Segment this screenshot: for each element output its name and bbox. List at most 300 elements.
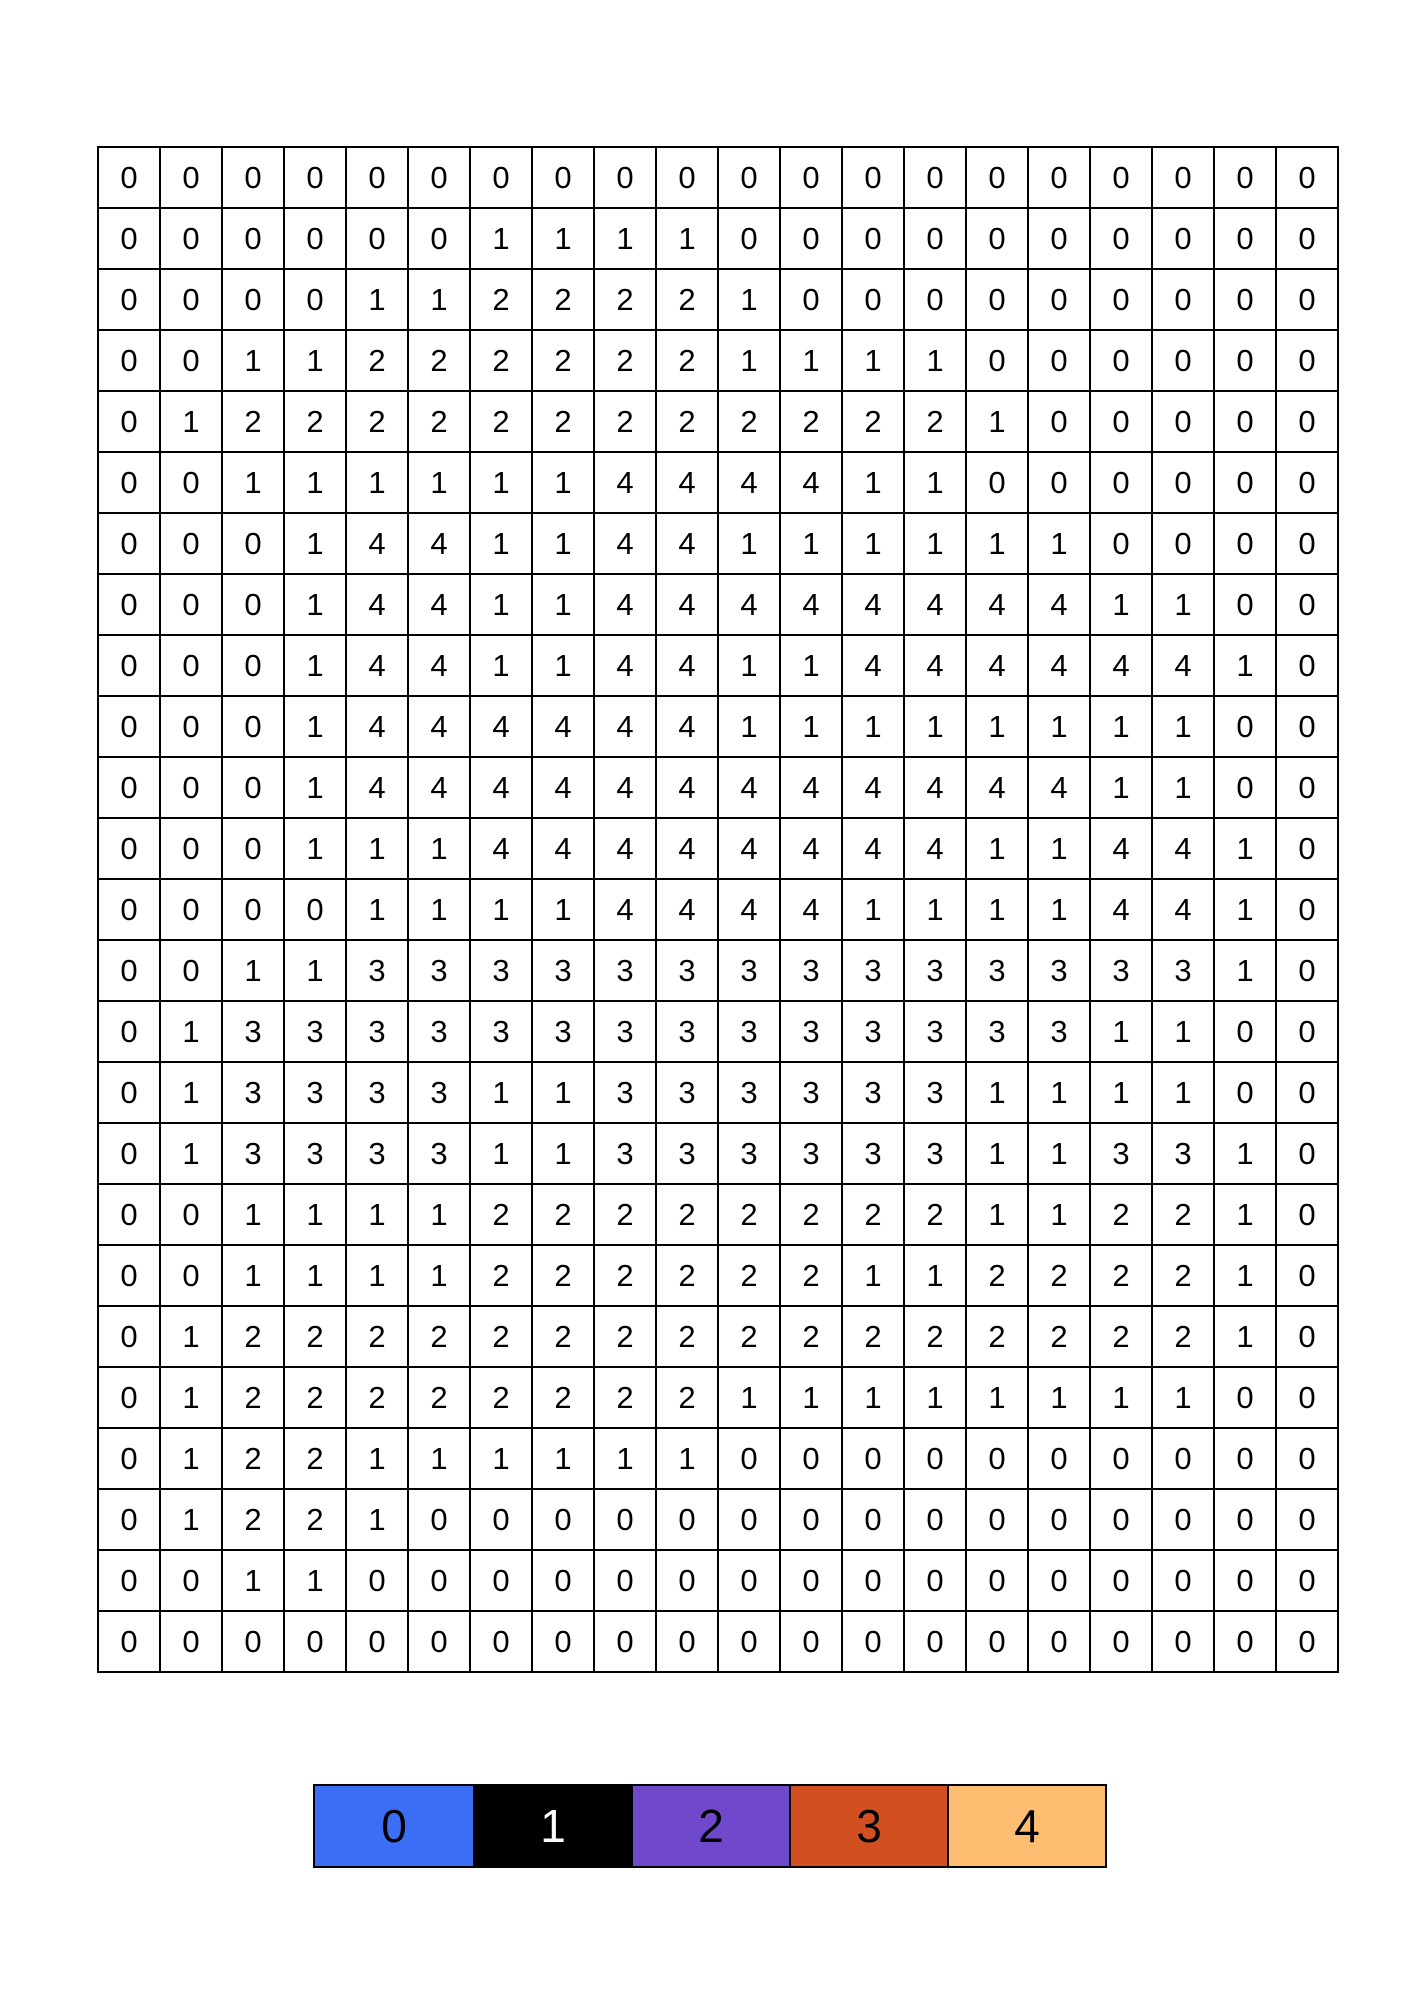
grid-cell[interactable]: 0: [1090, 208, 1152, 269]
grid-cell[interactable]: 2: [1090, 1184, 1152, 1245]
grid-cell[interactable]: 1: [284, 635, 346, 696]
grid-cell[interactable]: 0: [718, 1611, 780, 1672]
grid-cell[interactable]: 4: [1090, 818, 1152, 879]
grid-cell[interactable]: 2: [842, 1306, 904, 1367]
grid-cell[interactable]: 1: [718, 635, 780, 696]
grid-cell[interactable]: 0: [98, 940, 160, 1001]
grid-cell[interactable]: 0: [160, 1245, 222, 1306]
grid-cell[interactable]: 3: [966, 1001, 1028, 1062]
grid-cell[interactable]: 2: [904, 1306, 966, 1367]
grid-cell[interactable]: 0: [98, 574, 160, 635]
grid-cell[interactable]: 2: [532, 269, 594, 330]
grid-cell[interactable]: 4: [594, 757, 656, 818]
grid-cell[interactable]: 3: [470, 940, 532, 1001]
grid-cell[interactable]: 0: [160, 879, 222, 940]
grid-cell[interactable]: 0: [1214, 1489, 1276, 1550]
grid-cell[interactable]: 1: [1028, 1123, 1090, 1184]
grid-cell[interactable]: 1: [470, 452, 532, 513]
grid-cell[interactable]: 3: [718, 940, 780, 1001]
grid-cell[interactable]: 4: [1152, 635, 1214, 696]
grid-cell[interactable]: 4: [718, 452, 780, 513]
grid-cell[interactable]: 4: [1152, 879, 1214, 940]
grid-cell[interactable]: 1: [780, 1367, 842, 1428]
grid-cell[interactable]: 4: [780, 757, 842, 818]
grid-cell[interactable]: 2: [1152, 1245, 1214, 1306]
grid-cell[interactable]: 0: [346, 208, 408, 269]
grid-cell[interactable]: 0: [1214, 757, 1276, 818]
grid-cell[interactable]: 4: [656, 757, 718, 818]
grid-cell[interactable]: 0: [98, 879, 160, 940]
grid-cell[interactable]: 3: [470, 1001, 532, 1062]
grid-cell[interactable]: 1: [1090, 574, 1152, 635]
grid-cell[interactable]: 0: [842, 208, 904, 269]
grid-cell[interactable]: 2: [594, 391, 656, 452]
grid-cell[interactable]: 0: [98, 1428, 160, 1489]
grid-cell[interactable]: 1: [966, 1062, 1028, 1123]
grid-cell[interactable]: 3: [532, 1001, 594, 1062]
grid-cell[interactable]: 3: [1028, 940, 1090, 1001]
grid-cell[interactable]: 0: [98, 330, 160, 391]
grid-cell[interactable]: 4: [408, 574, 470, 635]
grid-cell[interactable]: 0: [1276, 1062, 1338, 1123]
grid-cell[interactable]: 0: [1028, 1550, 1090, 1611]
grid-cell[interactable]: 0: [1276, 1123, 1338, 1184]
grid-cell[interactable]: 2: [904, 1184, 966, 1245]
grid-cell[interactable]: 0: [842, 269, 904, 330]
grid-cell[interactable]: 0: [1276, 452, 1338, 513]
grid-cell[interactable]: 2: [1090, 1245, 1152, 1306]
grid-cell[interactable]: 1: [1090, 1001, 1152, 1062]
grid-cell[interactable]: 2: [532, 391, 594, 452]
grid-cell[interactable]: 0: [966, 1428, 1028, 1489]
grid-cell[interactable]: 2: [284, 1367, 346, 1428]
grid-cell[interactable]: 4: [346, 574, 408, 635]
grid-cell[interactable]: 0: [98, 147, 160, 208]
grid-cell[interactable]: 1: [594, 208, 656, 269]
grid-cell[interactable]: 0: [470, 1489, 532, 1550]
grid-cell[interactable]: 1: [346, 269, 408, 330]
grid-cell[interactable]: 2: [594, 1245, 656, 1306]
grid-cell[interactable]: 1: [222, 940, 284, 1001]
grid-cell[interactable]: 1: [284, 940, 346, 1001]
grid-cell[interactable]: 0: [1214, 147, 1276, 208]
grid-cell[interactable]: 0: [1028, 208, 1090, 269]
grid-cell[interactable]: 0: [1214, 1611, 1276, 1672]
grid-cell[interactable]: 0: [1276, 1245, 1338, 1306]
grid-cell[interactable]: 3: [842, 1123, 904, 1184]
grid-cell[interactable]: 3: [656, 1001, 718, 1062]
grid-cell[interactable]: 1: [1214, 1245, 1276, 1306]
grid-cell[interactable]: 3: [594, 1062, 656, 1123]
grid-cell[interactable]: 0: [160, 635, 222, 696]
grid-cell[interactable]: 4: [346, 696, 408, 757]
grid-cell[interactable]: 4: [1028, 757, 1090, 818]
grid-cell[interactable]: 3: [780, 940, 842, 1001]
grid-cell[interactable]: 4: [904, 574, 966, 635]
grid-cell[interactable]: 4: [408, 757, 470, 818]
grid-cell[interactable]: 0: [222, 513, 284, 574]
grid-cell[interactable]: 0: [1276, 696, 1338, 757]
grid-cell[interactable]: 0: [1152, 147, 1214, 208]
grid-cell[interactable]: 1: [346, 1428, 408, 1489]
grid-cell[interactable]: 4: [532, 818, 594, 879]
grid-cell[interactable]: 4: [532, 757, 594, 818]
grid-cell[interactable]: 0: [98, 1001, 160, 1062]
grid-cell[interactable]: 0: [346, 1611, 408, 1672]
grid-cell[interactable]: 1: [222, 1184, 284, 1245]
grid-cell[interactable]: 1: [904, 879, 966, 940]
grid-cell[interactable]: 0: [160, 1184, 222, 1245]
grid-cell[interactable]: 3: [346, 1062, 408, 1123]
grid-cell[interactable]: 0: [98, 452, 160, 513]
grid-cell[interactable]: 1: [408, 269, 470, 330]
grid-cell[interactable]: 2: [718, 1306, 780, 1367]
grid-cell[interactable]: 0: [1090, 1611, 1152, 1672]
grid-cell[interactable]: 0: [98, 1184, 160, 1245]
grid-cell[interactable]: 2: [594, 269, 656, 330]
grid-cell[interactable]: 2: [284, 1428, 346, 1489]
grid-cell[interactable]: 4: [780, 574, 842, 635]
grid-cell[interactable]: 0: [1028, 147, 1090, 208]
grid-cell[interactable]: 2: [408, 330, 470, 391]
grid-cell[interactable]: 0: [842, 147, 904, 208]
grid-cell[interactable]: 2: [594, 1367, 656, 1428]
grid-cell[interactable]: 0: [1214, 1428, 1276, 1489]
grid-cell[interactable]: 0: [780, 1550, 842, 1611]
grid-cell[interactable]: 2: [222, 1306, 284, 1367]
grid-cell[interactable]: 1: [780, 696, 842, 757]
grid-cell[interactable]: 2: [346, 391, 408, 452]
grid-cell[interactable]: 0: [222, 879, 284, 940]
grid-cell[interactable]: 0: [222, 818, 284, 879]
grid-cell[interactable]: 0: [1214, 513, 1276, 574]
grid-cell[interactable]: 0: [1214, 269, 1276, 330]
grid-cell[interactable]: 3: [594, 940, 656, 1001]
grid-cell[interactable]: 0: [1028, 269, 1090, 330]
grid-cell[interactable]: 1: [904, 452, 966, 513]
grid-cell[interactable]: 4: [1090, 879, 1152, 940]
grid-cell[interactable]: 1: [408, 1184, 470, 1245]
grid-cell[interactable]: 0: [904, 1550, 966, 1611]
grid-cell[interactable]: 3: [718, 1123, 780, 1184]
grid-cell[interactable]: 0: [718, 208, 780, 269]
grid-cell[interactable]: 1: [1214, 1184, 1276, 1245]
grid-cell[interactable]: 3: [222, 1123, 284, 1184]
grid-cell[interactable]: 0: [160, 452, 222, 513]
grid-cell[interactable]: 0: [594, 147, 656, 208]
grid-cell[interactable]: 0: [98, 269, 160, 330]
grid-cell[interactable]: 1: [532, 1062, 594, 1123]
grid-cell[interactable]: 0: [1152, 452, 1214, 513]
grid-cell[interactable]: 1: [1214, 818, 1276, 879]
grid-cell[interactable]: 2: [780, 1306, 842, 1367]
grid-cell[interactable]: 0: [98, 391, 160, 452]
grid-cell[interactable]: 4: [842, 757, 904, 818]
grid-cell[interactable]: 0: [98, 513, 160, 574]
grid-cell[interactable]: 1: [1152, 1001, 1214, 1062]
grid-cell[interactable]: 4: [470, 818, 532, 879]
grid-cell[interactable]: 0: [1152, 330, 1214, 391]
grid-cell[interactable]: 1: [1028, 1184, 1090, 1245]
grid-cell[interactable]: 0: [470, 1611, 532, 1672]
grid-cell[interactable]: 2: [718, 1245, 780, 1306]
grid-cell[interactable]: 2: [222, 1367, 284, 1428]
grid-cell[interactable]: 1: [346, 1489, 408, 1550]
grid-cell[interactable]: 1: [966, 818, 1028, 879]
grid-cell[interactable]: 4: [594, 818, 656, 879]
legend-swatch[interactable]: 1: [473, 1786, 631, 1866]
grid-cell[interactable]: 1: [470, 574, 532, 635]
grid-cell[interactable]: 1: [284, 452, 346, 513]
grid-cell[interactable]: 2: [780, 1184, 842, 1245]
grid-cell[interactable]: 0: [1152, 1489, 1214, 1550]
grid-cell[interactable]: 3: [656, 1062, 718, 1123]
grid-cell[interactable]: 1: [1152, 1367, 1214, 1428]
grid-cell[interactable]: 0: [160, 330, 222, 391]
grid-cell[interactable]: 1: [470, 1062, 532, 1123]
grid-cell[interactable]: 0: [1028, 1428, 1090, 1489]
grid-cell[interactable]: 4: [532, 696, 594, 757]
grid-cell[interactable]: 3: [656, 1123, 718, 1184]
grid-cell[interactable]: 1: [408, 1245, 470, 1306]
grid-cell[interactable]: 1: [842, 1367, 904, 1428]
grid-cell[interactable]: 2: [842, 391, 904, 452]
grid-cell[interactable]: 0: [284, 147, 346, 208]
grid-cell[interactable]: 0: [1276, 513, 1338, 574]
grid-cell[interactable]: 3: [904, 940, 966, 1001]
grid-cell[interactable]: 4: [842, 635, 904, 696]
grid-cell[interactable]: 0: [1090, 391, 1152, 452]
grid-cell[interactable]: 1: [532, 452, 594, 513]
grid-cell[interactable]: 3: [346, 1123, 408, 1184]
grid-cell[interactable]: 4: [842, 574, 904, 635]
grid-cell[interactable]: 0: [284, 269, 346, 330]
grid-cell[interactable]: 0: [1276, 208, 1338, 269]
grid-cell[interactable]: 2: [470, 1367, 532, 1428]
grid-cell[interactable]: 0: [656, 147, 718, 208]
grid-cell[interactable]: 1: [532, 1123, 594, 1184]
grid-cell[interactable]: 3: [780, 1123, 842, 1184]
grid-cell[interactable]: 1: [346, 1184, 408, 1245]
grid-cell[interactable]: 2: [594, 1306, 656, 1367]
grid-cell[interactable]: 3: [966, 940, 1028, 1001]
legend-swatch[interactable]: 3: [789, 1786, 947, 1866]
grid-cell[interactable]: 0: [160, 147, 222, 208]
grid-cell[interactable]: 3: [346, 1001, 408, 1062]
grid-cell[interactable]: 0: [842, 1611, 904, 1672]
grid-cell[interactable]: 1: [718, 696, 780, 757]
grid-cell[interactable]: 4: [656, 452, 718, 513]
grid-cell[interactable]: 0: [1276, 940, 1338, 1001]
grid-cell[interactable]: 0: [408, 208, 470, 269]
grid-cell[interactable]: 1: [1028, 1062, 1090, 1123]
grid-cell[interactable]: 4: [966, 757, 1028, 818]
grid-cell[interactable]: 0: [594, 1550, 656, 1611]
grid-cell[interactable]: 4: [718, 879, 780, 940]
grid-cell[interactable]: 1: [1214, 1123, 1276, 1184]
grid-cell[interactable]: 0: [222, 696, 284, 757]
grid-cell[interactable]: 3: [842, 1062, 904, 1123]
grid-cell[interactable]: 0: [98, 1550, 160, 1611]
grid-cell[interactable]: 0: [966, 1550, 1028, 1611]
grid-cell[interactable]: 1: [904, 1245, 966, 1306]
grid-cell[interactable]: 4: [346, 635, 408, 696]
grid-cell[interactable]: 2: [222, 1489, 284, 1550]
grid-cell[interactable]: 2: [532, 1306, 594, 1367]
grid-cell[interactable]: 0: [1214, 574, 1276, 635]
grid-cell[interactable]: 0: [532, 1550, 594, 1611]
grid-cell[interactable]: 0: [1276, 330, 1338, 391]
grid-cell[interactable]: 2: [346, 330, 408, 391]
grid-cell[interactable]: 0: [1276, 1184, 1338, 1245]
grid-cell[interactable]: 0: [1276, 1306, 1338, 1367]
grid-cell[interactable]: 0: [1276, 818, 1338, 879]
grid-cell[interactable]: 2: [966, 1245, 1028, 1306]
grid-cell[interactable]: 0: [966, 1489, 1028, 1550]
grid-cell[interactable]: 0: [1276, 879, 1338, 940]
grid-cell[interactable]: 1: [904, 513, 966, 574]
grid-cell[interactable]: 0: [1090, 1489, 1152, 1550]
grid-cell[interactable]: 1: [1152, 757, 1214, 818]
grid-cell[interactable]: 4: [408, 513, 470, 574]
grid-cell[interactable]: 2: [966, 1306, 1028, 1367]
grid-cell[interactable]: 0: [1152, 208, 1214, 269]
grid-cell[interactable]: 0: [532, 1489, 594, 1550]
grid-cell[interactable]: 4: [594, 513, 656, 574]
grid-cell[interactable]: 1: [656, 208, 718, 269]
grid-cell[interactable]: 1: [470, 879, 532, 940]
grid-cell[interactable]: 1: [284, 1245, 346, 1306]
grid-cell[interactable]: 1: [408, 818, 470, 879]
grid-cell[interactable]: 0: [1090, 513, 1152, 574]
grid-cell[interactable]: 4: [718, 574, 780, 635]
grid-cell[interactable]: 1: [1152, 574, 1214, 635]
grid-cell[interactable]: 0: [1276, 147, 1338, 208]
grid-cell[interactable]: 1: [160, 1062, 222, 1123]
grid-cell[interactable]: 3: [1152, 940, 1214, 1001]
grid-cell[interactable]: 4: [780, 879, 842, 940]
grid-cell[interactable]: 0: [160, 696, 222, 757]
grid-cell[interactable]: 0: [160, 574, 222, 635]
grid-cell[interactable]: 1: [966, 513, 1028, 574]
grid-cell[interactable]: 0: [842, 1550, 904, 1611]
grid-cell[interactable]: 1: [780, 635, 842, 696]
grid-cell[interactable]: 1: [966, 1184, 1028, 1245]
grid-cell[interactable]: 0: [1152, 1611, 1214, 1672]
grid-cell[interactable]: 2: [594, 1184, 656, 1245]
grid-cell[interactable]: 0: [1214, 391, 1276, 452]
grid-cell[interactable]: 3: [1028, 1001, 1090, 1062]
grid-cell[interactable]: 4: [408, 635, 470, 696]
grid-cell[interactable]: 0: [1214, 452, 1276, 513]
grid-cell[interactable]: 1: [532, 879, 594, 940]
grid-cell[interactable]: 0: [966, 147, 1028, 208]
grid-cell[interactable]: 0: [1276, 1428, 1338, 1489]
grid-cell[interactable]: 0: [1276, 757, 1338, 818]
grid-cell[interactable]: 0: [346, 147, 408, 208]
grid-cell[interactable]: 3: [718, 1062, 780, 1123]
grid-cell[interactable]: 1: [532, 635, 594, 696]
grid-cell[interactable]: 0: [1090, 147, 1152, 208]
grid-cell[interactable]: 4: [656, 696, 718, 757]
grid-cell[interactable]: 1: [532, 574, 594, 635]
grid-cell[interactable]: 1: [1152, 1062, 1214, 1123]
grid-cell[interactable]: 0: [1028, 1611, 1090, 1672]
grid-cell[interactable]: 0: [1028, 391, 1090, 452]
grid-cell[interactable]: 3: [904, 1062, 966, 1123]
grid-cell[interactable]: 0: [780, 269, 842, 330]
grid-cell[interactable]: 2: [656, 1367, 718, 1428]
grid-cell[interactable]: 2: [222, 1428, 284, 1489]
grid-cell[interactable]: 0: [1152, 391, 1214, 452]
grid-cell[interactable]: 3: [346, 940, 408, 1001]
grid-cell[interactable]: 0: [1276, 1489, 1338, 1550]
grid-cell[interactable]: 2: [222, 391, 284, 452]
grid-cell[interactable]: 0: [1090, 330, 1152, 391]
grid-cell[interactable]: 3: [408, 1123, 470, 1184]
grid-cell[interactable]: 1: [470, 635, 532, 696]
grid-cell[interactable]: 1: [1090, 757, 1152, 818]
grid-cell[interactable]: 0: [284, 1611, 346, 1672]
grid-cell[interactable]: 1: [966, 391, 1028, 452]
grid-cell[interactable]: 0: [408, 1611, 470, 1672]
grid-cell[interactable]: 2: [656, 1245, 718, 1306]
grid-cell[interactable]: 1: [1028, 513, 1090, 574]
grid-cell[interactable]: 1: [346, 879, 408, 940]
grid-cell[interactable]: 1: [346, 1245, 408, 1306]
grid-cell[interactable]: 4: [346, 513, 408, 574]
grid-cell[interactable]: 1: [904, 1367, 966, 1428]
grid-cell[interactable]: 1: [966, 1367, 1028, 1428]
grid-cell[interactable]: 3: [842, 1001, 904, 1062]
grid-cell[interactable]: 1: [1090, 696, 1152, 757]
grid-cell[interactable]: 0: [1152, 1428, 1214, 1489]
legend-swatch[interactable]: 4: [947, 1786, 1105, 1866]
grid-cell[interactable]: 0: [718, 1550, 780, 1611]
grid-cell[interactable]: 0: [656, 1489, 718, 1550]
grid-cell[interactable]: 0: [222, 635, 284, 696]
grid-cell[interactable]: 0: [222, 269, 284, 330]
grid-cell[interactable]: 0: [1276, 1001, 1338, 1062]
grid-cell[interactable]: 1: [284, 330, 346, 391]
grid-cell[interactable]: 4: [1090, 635, 1152, 696]
grid-cell[interactable]: 0: [98, 1611, 160, 1672]
grid-cell[interactable]: 0: [1214, 208, 1276, 269]
grid-cell[interactable]: 2: [594, 330, 656, 391]
grid-cell[interactable]: 4: [966, 574, 1028, 635]
grid-cell[interactable]: 0: [160, 513, 222, 574]
grid-cell[interactable]: 0: [1152, 269, 1214, 330]
grid-cell[interactable]: 2: [656, 1184, 718, 1245]
grid-cell[interactable]: 2: [408, 1367, 470, 1428]
grid-cell[interactable]: 1: [470, 513, 532, 574]
grid-cell[interactable]: 0: [1276, 635, 1338, 696]
grid-cell[interactable]: 1: [284, 757, 346, 818]
grid-cell[interactable]: 1: [408, 452, 470, 513]
grid-cell[interactable]: 1: [842, 452, 904, 513]
grid-cell[interactable]: 0: [532, 1611, 594, 1672]
grid-cell[interactable]: 1: [222, 1245, 284, 1306]
grid-cell[interactable]: 0: [966, 208, 1028, 269]
grid-cell[interactable]: 2: [532, 1245, 594, 1306]
grid-cell[interactable]: 2: [656, 269, 718, 330]
grid-cell[interactable]: 0: [160, 1550, 222, 1611]
grid-cell[interactable]: 2: [470, 330, 532, 391]
grid-cell[interactable]: 0: [532, 147, 594, 208]
grid-cell[interactable]: 2: [780, 391, 842, 452]
grid-cell[interactable]: 1: [408, 879, 470, 940]
grid-cell[interactable]: 2: [470, 1306, 532, 1367]
